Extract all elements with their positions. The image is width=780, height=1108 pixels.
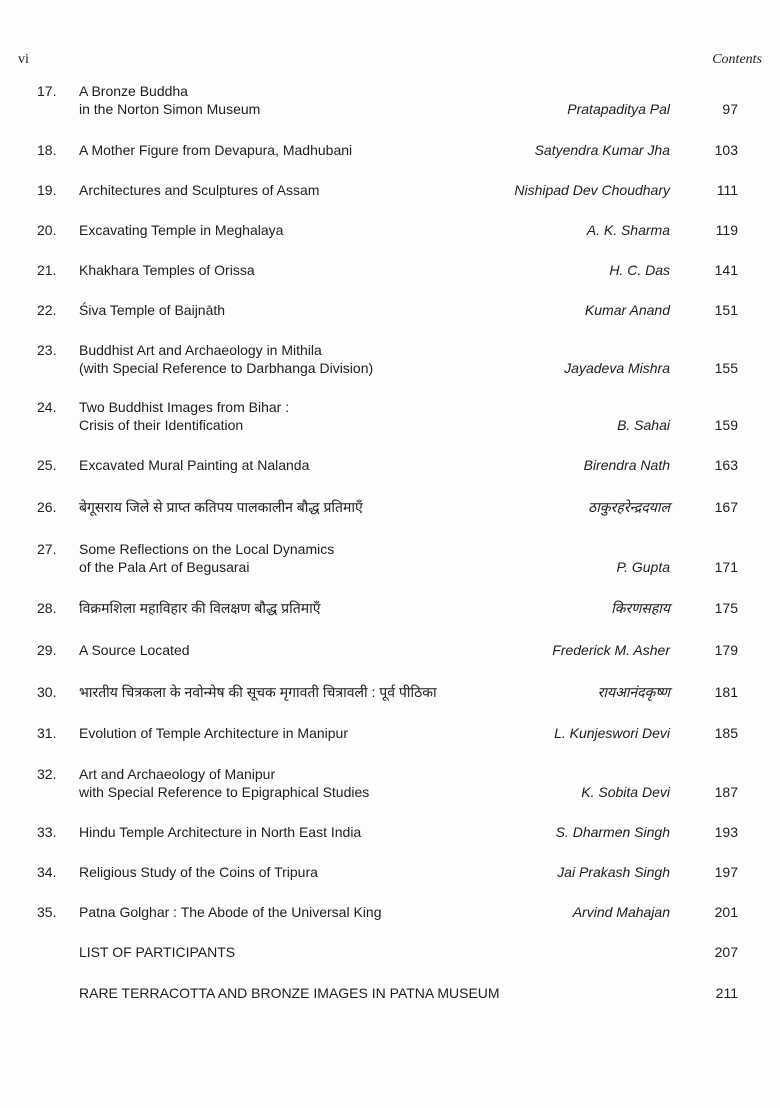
entry-page: 119 [715, 222, 738, 238]
entry-author: Arvind Mahajan [572, 904, 670, 920]
entry-title-line: Some Reflections on the Local Dynamics [79, 541, 335, 557]
entry-title [79, 599, 539, 617]
contents-entry [0, 261, 780, 279]
entry-number: 31. [37, 725, 57, 741]
entry-author: Jayadeva Mishra [564, 360, 670, 376]
entry-title [79, 221, 539, 239]
entry-title-line: Buddhist Art and Archaeology in Mithila [79, 342, 322, 358]
entry-title-line: LIST OF PARTICIPANTS [79, 944, 236, 960]
contents-entry [0, 724, 780, 742]
entry-author: Birendra Nath [583, 457, 670, 473]
entry-author: किरणसहाय [611, 600, 670, 616]
entry-title [79, 261, 539, 279]
entry-title-line: Hindu Temple Architecture in North East India [79, 824, 362, 840]
entry-page: 103 [714, 142, 738, 158]
entry-number: 17. [37, 83, 57, 99]
entry-author: K. Sobita Devi [581, 784, 670, 800]
entry-author: L. Kunjeswori Devi [554, 725, 670, 741]
contents-entry [0, 903, 780, 921]
entry-title-line: A Source Located [79, 642, 190, 658]
entry-title [79, 863, 539, 881]
contents-entry [0, 984, 780, 1002]
entry-title [79, 301, 539, 319]
contents-entry [0, 181, 780, 199]
entry-number: 20. [37, 222, 57, 238]
entry-page: 151 [714, 302, 738, 318]
entry-page: 167 [714, 499, 738, 515]
entry-number: 26. [37, 499, 57, 515]
entry-number: 28. [37, 600, 57, 616]
contents-entry [0, 141, 780, 159]
entry-page: 197 [714, 864, 738, 880]
entry-author: P. Gupta [616, 559, 670, 575]
contents-entry [0, 398, 780, 434]
entry-author: S. Dharmen Singh [555, 824, 670, 840]
entry-author: Satyendra Kumar Jha [534, 142, 670, 158]
entry-title [79, 498, 539, 516]
entry-title [79, 903, 539, 921]
entry-title-line: of the Pala Art of Begusarai [79, 559, 250, 575]
entry-page: 211 [715, 985, 738, 1001]
entry-title-line: विक्रमशिला महाविहार की विलक्षण बौद्ध प्रतिमाएँ [79, 600, 321, 616]
contents-entry [0, 863, 780, 881]
entry-number: 33. [37, 824, 57, 840]
entry-number: 27. [37, 541, 57, 557]
entry-number: 35. [37, 904, 57, 920]
entry-title [79, 398, 539, 434]
entry-author: रायआनंदकृष्ण [597, 684, 670, 700]
entry-number: 34. [37, 864, 57, 880]
entry-title [79, 341, 539, 377]
entry-title-line: Śiva Temple of Baijnāth [79, 302, 226, 318]
contents-entry [0, 540, 780, 576]
entry-title-line: Religious Study of the Coins of Tripura [79, 864, 318, 880]
contents-entry [0, 221, 780, 239]
entry-author: A. K. Sharma [586, 222, 670, 238]
contents-entry [0, 341, 780, 377]
contents-entry [0, 943, 780, 961]
contents-entry [0, 82, 780, 118]
entry-title-line: Two Buddhist Images from Bihar : [79, 399, 290, 415]
entry-title-line: with Special Reference to Epigraphical Studies [79, 784, 370, 800]
entry-title-line: (with Special Reference to Darbhanga Division) [79, 360, 374, 376]
entry-title [79, 82, 539, 118]
entry-page: 185 [714, 725, 738, 741]
entry-number: 30. [37, 684, 57, 700]
entry-number: 18. [37, 142, 57, 158]
entry-title-line: Excavated Mural Painting at Nalanda [79, 457, 310, 473]
contents-entry [0, 456, 780, 474]
entry-page: 179 [714, 642, 738, 658]
entry-title [79, 724, 539, 742]
entry-page: 175 [714, 600, 738, 616]
entry-title-line: बेगूसराय जिले से प्राप्त कतिपय पालकालीन बौद्ध प्रतिमाएँ [79, 499, 363, 515]
entry-number: 23. [37, 342, 57, 358]
entry-title-line: Crisis of their Identification [79, 417, 244, 433]
entry-number: 29. [37, 642, 57, 658]
entry-page: 193 [714, 824, 738, 840]
entry-page: 97 [722, 101, 738, 117]
entry-page: 207 [714, 944, 738, 960]
entry-page: 155 [714, 360, 738, 376]
entry-number: 21. [37, 262, 57, 278]
entry-author: ठाकुरहरेन्द्रदयाल [588, 499, 670, 515]
entry-title-line: Architectures and Sculptures of Assam [79, 182, 320, 198]
entry-page: 201 [714, 904, 738, 920]
entry-number: 19. [37, 182, 57, 198]
entry-author: Nishipad Dev Choudhary [514, 182, 670, 198]
contents-entry [0, 641, 780, 659]
entry-page: 181 [714, 684, 738, 700]
entry-author: Frederick M. Asher [552, 642, 670, 658]
contents-entry [0, 498, 780, 516]
entry-title [79, 823, 539, 841]
contents-entry [0, 765, 780, 801]
entry-title [79, 641, 539, 659]
entry-title [79, 141, 539, 159]
entry-title-line: in the Norton Simon Museum [79, 101, 261, 117]
entry-page: 141 [714, 262, 738, 278]
entry-author: Kumar Anand [584, 302, 670, 318]
entry-page: 159 [714, 417, 738, 433]
entry-page: 171 [714, 559, 738, 575]
entry-author: Jai Prakash Singh [557, 864, 670, 880]
entry-title-line: RARE TERRACOTTA AND BRONZE IMAGES IN PATNA MUSEUM [79, 985, 500, 1001]
entry-title [79, 943, 539, 961]
entry-title-line: Khakhara Temples of Orissa [79, 262, 255, 278]
entry-title-line: Art and Archaeology of Manipur [79, 766, 276, 782]
entry-page: 187 [714, 784, 738, 800]
entry-author: B. Sahai [617, 417, 670, 433]
entry-title-line: Patna Golghar : The Abode of the Universal King [79, 904, 382, 920]
entry-title [79, 683, 539, 701]
entry-title [79, 984, 539, 1002]
entry-title-line: Excavating Temple in Meghalaya [79, 222, 284, 238]
entry-title [79, 456, 539, 474]
entry-title-line: भारतीय चित्रकला के नवोन्मेष की सूचक मृगावती चित्रावली : पूर्व पीठिका [79, 684, 437, 700]
entry-title-line: A Mother Figure from Devapura, Madhubani [79, 142, 353, 158]
entry-number: 32. [37, 766, 57, 782]
entry-number: 22. [37, 302, 57, 318]
page-number-label: vi [18, 52, 29, 67]
entry-page: 111 [716, 182, 738, 198]
entry-author: Pratapaditya Pal [567, 101, 670, 117]
contents-entry [0, 599, 780, 617]
entry-title-line: A Bronze Buddha [79, 83, 188, 99]
entry-author: H. C. Das [609, 262, 670, 278]
contents-entry [0, 823, 780, 841]
entry-page: 163 [714, 457, 738, 473]
contents-entry [0, 683, 780, 701]
entry-title [79, 181, 539, 199]
running-header: Contents [712, 52, 762, 67]
entry-title [79, 765, 539, 801]
entry-title [79, 540, 539, 576]
entry-number: 25. [37, 457, 57, 473]
entry-title-line: Evolution of Temple Architecture in Manipur [79, 725, 348, 741]
entry-number: 24. [37, 399, 57, 415]
contents-entry [0, 301, 780, 319]
